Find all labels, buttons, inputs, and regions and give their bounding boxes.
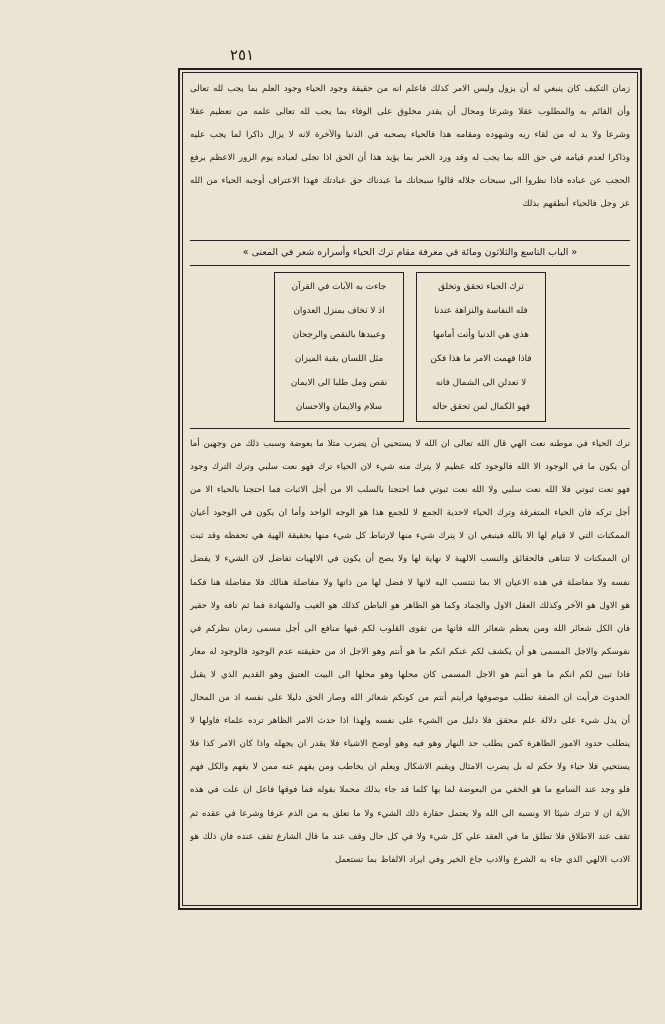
top-paragraph: زمان التكيف كان ينبغي له أن يزول وليس الامر كذلك فاعلم انه من حقيقة وجود الحياء وجود العلم بما يجب لله تعالى وأن القائم به والمطلوب عقلا وشرعا ومحال أن يقدر مخلوق على الوفاء بما يجب لله تعالى علمه من تعظيم عقلا وشرعا ولا بد له من لقاء ربه وشهوده ومقامه هذا فالحياء يصحبه في الدنيا والآخرة لانه لا يزال ذاكرا لما يجب عليه وذاكرا لعدم قيامه في حق الله بما يجب له وقد ورد الخبر بما يؤيد هذا أن الحق اذا تجلى لعباده يوم الزور الاعظم برفع الحجب عن عباده فاذا نظروا الى سبحات جلاله قالوا سبحانك ما عبدناك حق عبادتك فهذا الاعتراف أوجبه الحياء من الله عز وجل فالحياء أنطقهم بذلك [190,84,630,210]
verse-first: هذي هي الدنيا وأنت أمامها [433,330,529,340]
verse-second-hemistichs [274,272,404,422]
verse-first: ترك الحياء تحقق وتخلق [438,282,524,292]
verse-first: فاذا فهمت الامر ما هذا فكن [430,354,532,364]
verse-second: اذ لا تخاف بمنزل العدوان [293,306,385,316]
verse-first: لا تعدلن الى الشمال فانه [435,378,527,388]
poem-verses [190,272,630,422]
verse-second: وعبيدها بالنقص والرجحان [292,330,386,340]
chapter-heading: « الباب التاسع والثلاثون ومائة في معرفة مقام ترك الحياء وأسراره شعر في المعنى » [190,240,630,266]
page-number: ٢٥١ [229,46,255,64]
divider [190,428,630,429]
verse-first: فله النفاسة والنزاهة عندنا [434,306,528,316]
verse-second: جاءت به الآيات في القرآن [291,282,387,292]
page-frame [178,68,642,910]
verse-second: نقص ومل طلبا الى الايمان [290,378,388,388]
verse-first-hemistichs [416,272,546,422]
main-paragraph: ترك الحياء في موطنه نعت الهي قال الله تعالى ان الله لا يستحيي أن يضرب مثلا ما بعوضة وسبب ذلك من وجهين أما أن يكون ما في الوجود الا الله فالوجود كله عظيم لا يترك منه شيء لان الحياء ترك فهو نعت سلبي وترك الترك وجود فهو نعت ثبوتي فلا الله نعت سلبي ولا الله نعت ثبوتي فما احتجنا بالسلب الا من أجل الاثبات فما احتجنا بالحياء الا من أجل تركه فان الحياء المتفرقة وترك الحياء لاحدية الجمع لا للجمع هذا هو الوجه الواحد وأما ان يكون في الوجود أعيان الممكنات التي لا قيام لها الا بالله فينبغي ان لا يترك شيء منها لارتباط كل شيء منها بحقيقة الهية هي تحفظه وقد ثبت ان الممكنات لا تتناهى فالحقائق والنسب الالهية لا نهاية لها ولا يصح أن يكون في الالهيات تفاضل لان الشيء لا يفضل نفسه ولا مفاضلة في هذه الاعيان الا بما تنتسب اليه لانها لا فضل لها من ذاتها ولا مفاضلة هنالك فلا مفاضلة هنا فكما هو الاول هو الآخر وكذلك العقل الاول والجماد وكما هو الظاهر هو الباطن كذلك هو الغيب والشهادة فما ثم تافه ولا حقير فان الكل شعائر الله ومن يعظم شعائر الله فانها من تقوى القلوب لكم فيها منافع الى أجل مسمى زمان نظركم في نفوسكم والاجل المسمى هو أن يكشف لكم عنكم انكم ما هو أنتم وهو الاجل اذ من حقيقته عدم الوجود فالوجود له معار فاذا تبين لكم انكم ما هو أنتم هو الاجل المسمى كان محلها وهو محلها الى البيت العتيق وهو القديم الذي لا يقبل الحدوث فرأيت ان الصفة تطلب موصوفها فرأيتم أنتم من كونكم شعائر الله وصار الحق دليلا على نفسه اذ من المحال أن يدل شيء على دلالة علم محقق فلا دليل من الشيء على نفسه ولهذا اذا حدث الامر الظاهر ترده علماء فاولها لا ينطلب حدود الامور الظاهرة كمن يطلب حد النهار وهو فيه وهو أوضح الاشياء فلا يقدر ان يجهله واذا كان الامر كذا فلا يستحيي فلا حياء ولا حكم له بل يضرب الامثال ويقيم الاشكال ويعلم ان يخاطب ومن يفهم عنه ممن لا يفهم والكل فهم فلو وجد عند السامع ما هو الخفي من البعوضة لما بها كلما قد جاء بذلك محملا بقوله فما فوقها فاعل ان علت في هذه الآية ان لا تترك شيئا الا ونسبه الى الله ولا يعتمل حقارة ذلك الشيء ولا ما تعلق به من الذم عرفا وشرعا في عقده ثم تقف عند الاطلاق فلا تطلق ما في العقد علي كل شيء ولا في كل حال وقف عند ما قال الشارع تقف عنده فان ذلك هو الادب الالهي الذي جاء به الشرع والادب جاع الخير وفي ايراد الالفاظ بما تستعمل [190,439,630,865]
verse-second: مثل اللسان بقبة الميزان [294,354,384,364]
verse-second: سلام والايمان والاحسان [295,402,383,412]
verse-first: فهو الكمال لمن تحقق حاله [431,402,531,412]
